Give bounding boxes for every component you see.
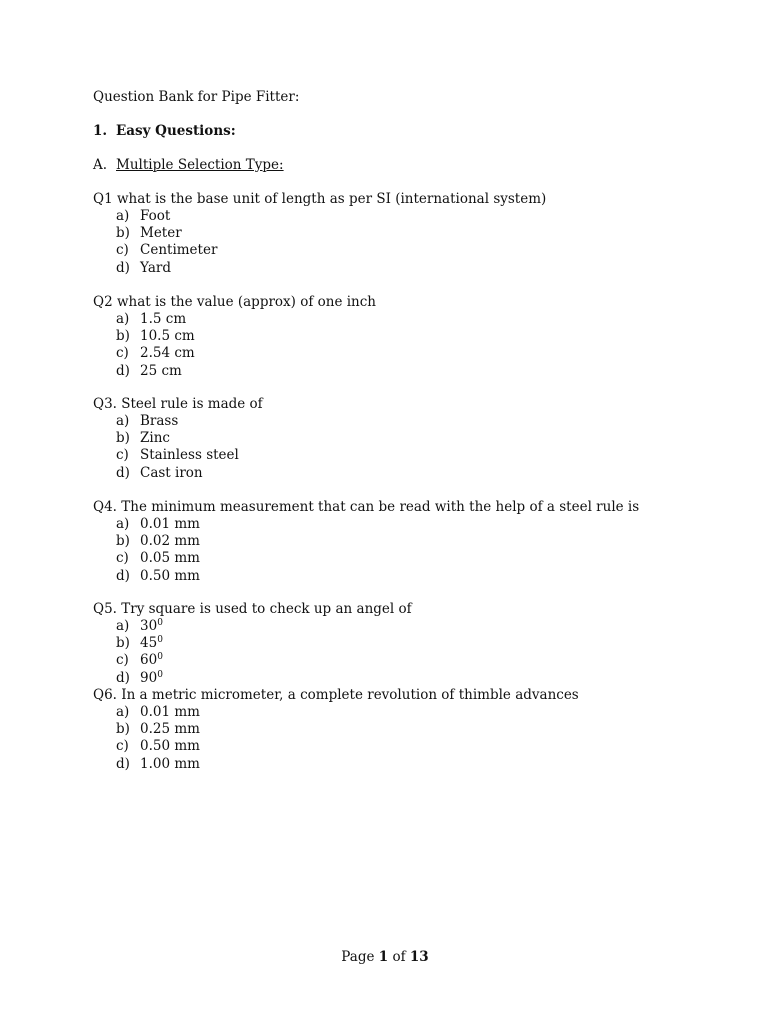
option-list [116,413,239,482]
option-letter: a) [116,208,130,224]
option-text: Cast iron [140,464,203,481]
option-text: 0.02 mm [140,533,200,550]
option-letter: d) [116,464,130,481]
option-text: 0.50 mm [140,738,200,755]
question-text: Q3. Steel rule is made of [93,396,263,412]
option-letter: d) [116,567,130,584]
option-item [116,738,200,755]
option-item [116,721,200,738]
option-item [116,670,163,687]
option-letter: b) [116,328,130,345]
option-letter: c) [116,738,129,755]
option-text: 25 cm [140,362,182,379]
option-text: 0.01 mm [140,516,200,532]
option-letter: d) [116,669,130,686]
option-letter: a) [116,704,130,720]
option-letter: b) [116,225,130,242]
option-item [116,618,163,635]
option-item [116,516,200,533]
option-text: 0.50 mm [140,567,200,584]
option-text: 0.01 mm [140,704,200,720]
option-text: 0.05 mm [140,550,200,567]
option-list [116,311,195,380]
option-letter: a) [116,618,130,634]
option-list [116,618,163,687]
option-text: Centimeter [140,242,218,259]
degree-superscript: 0 [157,635,163,646]
option-item [116,311,195,328]
option-item [116,635,163,652]
option-letter: a) [116,516,130,532]
option-item [116,430,239,447]
page-label: Page [341,949,375,965]
option-list [116,208,217,277]
option-text: 10.5 cm [140,328,195,345]
option-item [116,704,200,721]
subsection-heading [93,157,284,174]
option-item [116,242,217,259]
option-item [116,568,200,585]
option-letter: d) [116,259,130,276]
option-item [116,756,200,773]
option-letter: b) [116,430,130,447]
option-text: 30 [140,618,158,634]
section-heading [93,123,236,140]
option-item [116,465,239,482]
option-text: 0.25 mm [140,721,200,738]
option-item [116,225,217,242]
question-text: Q5. Try square is used to check up an angel of [93,601,412,617]
page-footer [0,949,770,966]
option-letter: d) [116,755,130,772]
option-letter: c) [116,550,129,567]
option-text: 1.00 mm [140,755,200,772]
section-number: 1. [93,123,108,139]
option-letter: c) [116,242,129,259]
question-text: Q2 what is the value (approx) of one inch [93,294,377,310]
degree-superscript: 0 [157,652,163,663]
option-text: Stainless steel [140,447,239,464]
option-letter: b) [116,635,130,652]
option-item [116,208,217,225]
option-letter: c) [116,652,129,669]
question-text: Q4. The minimum measurement that can be read with the help of a steel rule is [93,499,640,515]
option-list [116,516,200,585]
document-title: Question Bank for Pipe Fitter: [93,89,300,105]
option-item [116,447,239,464]
option-letter: d) [116,362,130,379]
question-text: Q6. In a metric micrometer, a complete revolution of thimble advances [93,687,579,703]
page-of-label: of [392,949,406,965]
option-list [116,704,200,773]
option-item [116,363,195,380]
option-text: Zinc [140,430,170,447]
section-title: Easy Questions: [116,123,236,139]
option-item [116,533,200,550]
option-text: Brass [140,413,179,429]
option-letter: b) [116,533,130,550]
option-item [116,550,200,567]
option-text: Foot [140,208,171,224]
option-letter: a) [116,413,130,429]
option-text: Yard [140,259,172,276]
subsection-letter: A. [93,157,108,173]
option-letter: a) [116,311,130,327]
option-letter: c) [116,345,129,362]
option-letter: b) [116,721,130,738]
degree-superscript: 0 [157,669,163,680]
option-text: Meter [140,225,182,242]
total-page-count: 13 [409,949,429,965]
option-item [116,413,239,430]
option-text: 60 [140,652,158,669]
option-letter: c) [116,447,129,464]
option-text: 1.5 cm [140,311,187,327]
option-item [116,652,163,669]
option-text: 2.54 cm [140,345,195,362]
option-item [116,260,217,277]
option-text: 90 [140,669,158,686]
subsection-title: Multiple Selection Type: [116,157,284,173]
option-item [116,345,195,362]
degree-superscript: 0 [157,618,163,628]
current-page-number: 1 [378,949,389,965]
option-item [116,328,195,345]
question-text: Q1 what is the base unit of length as per SI (international system) [93,191,547,207]
option-text: 45 [140,635,158,652]
